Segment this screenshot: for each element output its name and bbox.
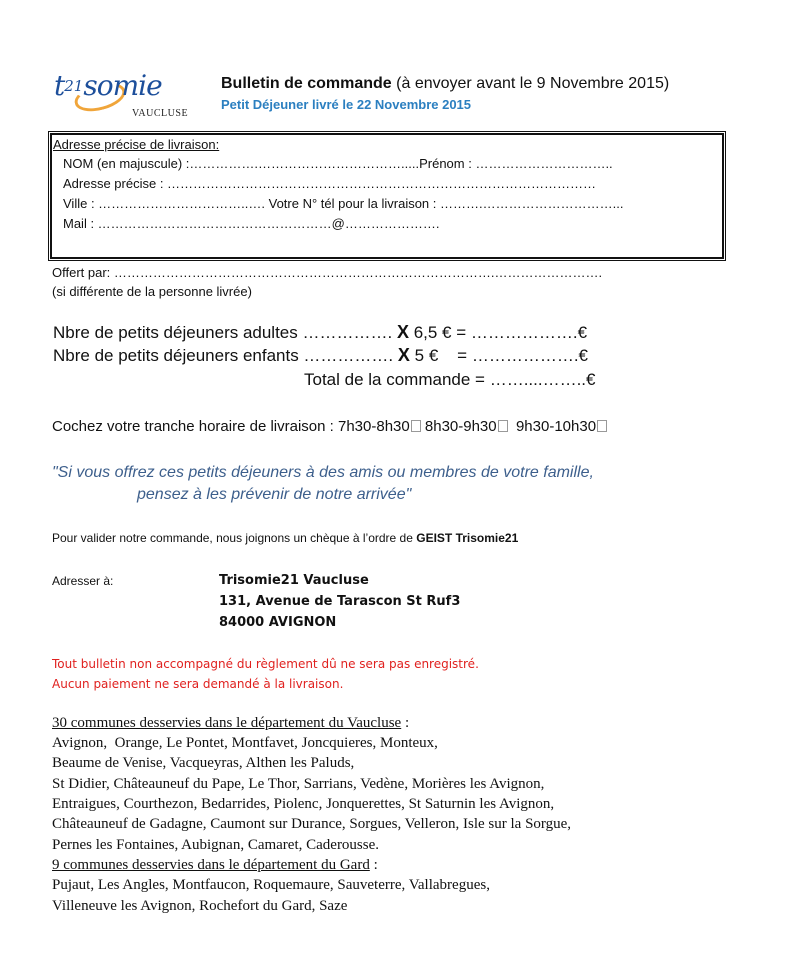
heading-suffix: : (401, 715, 410, 731)
logo-subtitle: VAUCLUSE (132, 108, 189, 119)
children-label: Nbre de petits déjeuners enfants ……………. (53, 346, 394, 365)
time-slot-9h30[interactable] (508, 418, 607, 435)
vaucluse-line: Beaume de Venise, Vacqueyras, Althen les Paluds, (52, 755, 355, 771)
order-total[interactable]: Total de la commande = ……....……..€ (304, 370, 596, 389)
checkbox-icon[interactable] (411, 420, 421, 432)
page-title (221, 74, 669, 93)
send-to-label: Adresser à: (52, 574, 114, 588)
payment-text: Pour valider notre commande, nous joignons un chèque à l’ordre de (52, 531, 417, 545)
time-slot-8h30[interactable] (421, 418, 508, 435)
send-to-city: 84000 AVIGNON (219, 615, 337, 630)
logo-rest: somie (83, 69, 162, 102)
logo-wordmark (54, 70, 162, 102)
logo-number: 21 (64, 77, 84, 95)
warning-line-2: Aucun paiement ne sera demandé à la livraison. (52, 677, 344, 691)
vaucluse-line: Avignon, Orange, Le Pontet, Montfavet, Joncquieres, Monteux, (52, 735, 438, 751)
gard-line: Pujaut, Les Angles, Montfaucon, Roquemaure, Sauveterre, Vallabregues, (52, 877, 490, 893)
children-multiply: X (397, 345, 410, 365)
quote-line-1: "Si vous offrez ces petits déjeuners à des amis ou membres de votre famille, (52, 464, 594, 481)
address-heading: Adresse précise de livraison: (53, 137, 220, 152)
address-field[interactable]: Adresse précise : ……………………………………………………………………………………… (63, 176, 597, 191)
heading-suffix: : (369, 857, 378, 873)
payment-note (52, 531, 518, 546)
title-rest: (à envoyer avant le 9 Novembre 2015) (391, 75, 670, 92)
vaucluse-heading (52, 714, 409, 732)
logo-letter: t (54, 69, 65, 102)
send-to-name: Trisomie21 Vaucluse (219, 573, 369, 588)
gard-heading-text: 9 communes desservies dans le département du Gard (52, 857, 370, 873)
adults-price: 6,5 € = ……………….€ (408, 323, 588, 342)
gard-heading (52, 856, 378, 874)
vaucluse-heading-text: 30 communes desservies dans le département du Vaucluse (52, 715, 402, 731)
checkbox-icon[interactable] (597, 420, 607, 432)
warning-line-1: Tout bulletin non accompagné du règlement dû ne sera pas enregistré. (52, 657, 479, 671)
page-subtitle: Petit Déjeuner livré le 22 Novembre 2015 (221, 97, 472, 112)
adults-label: Nbre de petits déjeuners adultes ……………. (53, 323, 393, 342)
time-slot-row (52, 418, 607, 436)
city-phone-field[interactable]: Ville : ……………………………..…. Votre N° tél pour la livraison : ……….…………………………... (63, 196, 624, 211)
time-slot-text: 9h30-10h30 (507, 418, 597, 435)
adults-multiply: X (396, 322, 409, 342)
children-price: 5 € = ……………….€ (409, 346, 588, 365)
vaucluse-line: Châteauneuf de Gadagne, Caumont sur Durance, Sorgues, Velleron, Isle sur la Sorgue, (52, 816, 572, 832)
time-slot-text: 7h30-8h30 (337, 418, 410, 435)
email-field[interactable]: Mail : ………………………………………………@…………………. (63, 216, 440, 231)
offered-by-field[interactable]: Offert par: …………………………………………………………………………….……………………. (52, 265, 603, 280)
gard-line: Villeneuve les Avignon, Rochefort du Gard, Saze (52, 898, 348, 914)
trisomie-logo (52, 70, 202, 124)
vaucluse-line: St Didier, Châteauneuf du Pape, Le Thor, Sarrians, Vedène, Morières les Avignon, (52, 776, 545, 792)
payment-payee: GEIST Trisomie21 (416, 531, 519, 545)
quote-line-2: pensez à les prévenir de notre arrivée" (137, 486, 412, 503)
children-order-line[interactable] (53, 345, 588, 366)
checkbox-icon[interactable] (498, 420, 508, 432)
vaucluse-line: Pernes les Fontaines, Aubignan, Camaret, Caderousse. (52, 837, 380, 853)
offered-by-note: (si différente de la personne livrée) (52, 284, 252, 299)
name-field[interactable]: NOM (en majuscule) :…………….…………………………….....Prénom : ………………………….. (63, 156, 613, 171)
time-slot-label: Cochez votre tranche horaire de livraison : (52, 418, 338, 435)
time-slot-text: 8h30-9h30 (420, 418, 497, 435)
vaucluse-line: Entraigues, Courthezon, Bedarrides, Piolenc, Jonquerettes, St Saturnin les Avignon, (52, 796, 555, 812)
title-bold: Bulletin de commande (221, 75, 392, 92)
send-to-street: 131, Avenue de Tarascon St Ruf3 (219, 594, 461, 609)
time-slot-7h30[interactable] (338, 418, 421, 435)
adults-order-line[interactable] (53, 322, 587, 343)
delivery-address-box (50, 133, 724, 259)
